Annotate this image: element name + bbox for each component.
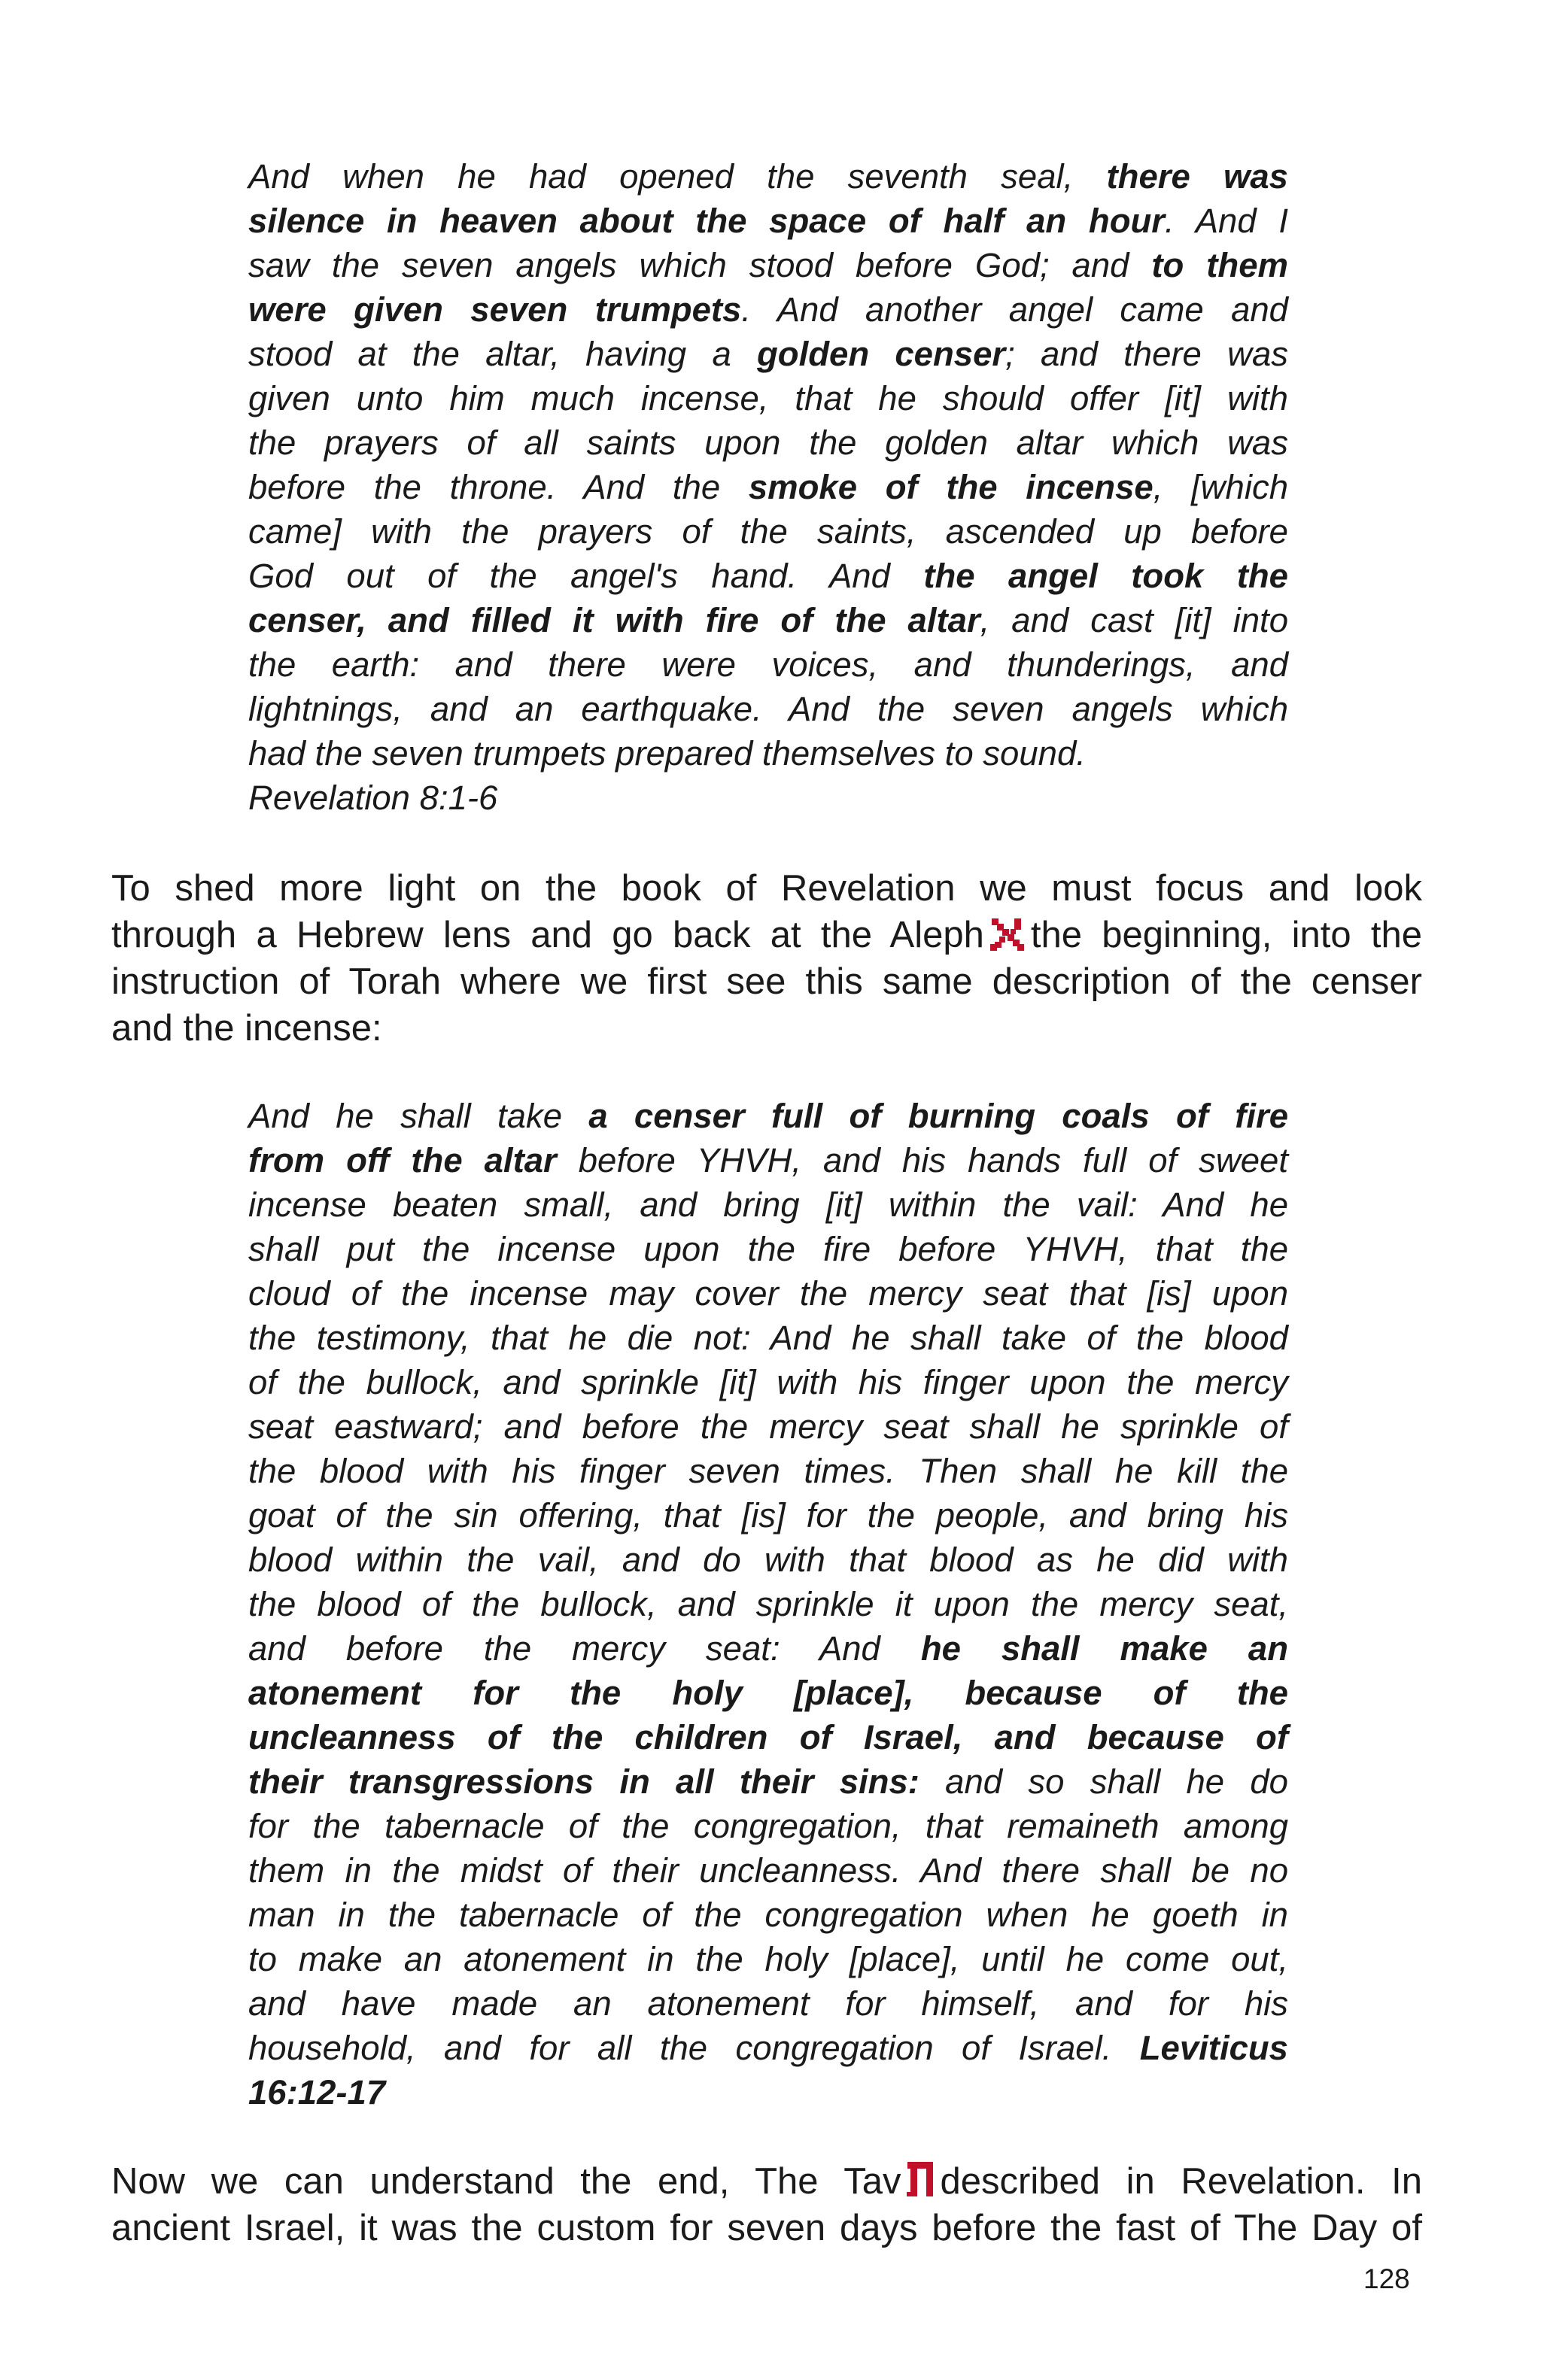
quote-text: the prayers of all saints upon the golden altar which was — [248, 423, 1288, 462]
paragraph-text: Now we can understand the end, The Tav — [111, 2161, 901, 2202]
quote-bold-text: Leviticus — [1139, 2029, 1288, 2067]
quote-bold-text: there was — [1106, 157, 1288, 196]
quote-bold-text: he shall make an — [920, 1629, 1288, 1668]
quote-text: them in the midst of their uncleanness. And there shall be no — [248, 1851, 1288, 1890]
quote-text: . And another angel came and — [741, 290, 1288, 329]
paragraph-line: ancient Israel, it was the custom for seven days before the fast of The Day of — [111, 2208, 1422, 2248]
quote-line — [248, 1848, 1288, 1893]
quote-text: given unto him much incense, that he should offer [it] with — [248, 379, 1288, 417]
quote-line — [248, 687, 1288, 731]
quote-line — [248, 420, 1288, 465]
quote-bold-text: smoke of the incense — [748, 468, 1153, 506]
quote-line — [248, 332, 1288, 376]
quote-text: ; and there was — [1005, 335, 1289, 373]
quote-text: God out of the angel's hand. And — [248, 557, 924, 595]
quote-bold-text: golden censer — [757, 335, 1006, 373]
quote-line — [248, 1360, 1288, 1404]
quote-text: before the throne. And the — [248, 468, 749, 506]
quote-bold-text: atonement for the holy [place], because of the — [248, 1674, 1288, 1712]
quote-line — [248, 1449, 1288, 1493]
paragraph-line — [111, 912, 1422, 958]
quote-bold-text: to them — [1151, 246, 1288, 284]
quote-text: stood at the altar, having a — [248, 335, 757, 373]
quote-bold-text: from off the altar — [248, 1141, 557, 1179]
quote-text: the blood of the bullock, and sprinkle it upon the mercy seat, — [248, 1585, 1288, 1623]
quote-line — [248, 1404, 1288, 1449]
quote-text: And he shall take — [248, 1097, 589, 1135]
quote-text: came] with the prayers of the saints, ascended up before — [248, 512, 1288, 551]
quote-text: goat of the sin offering, that [is] for the people, and bring his — [248, 1496, 1288, 1535]
quote-text: man in the tabernacle of the congregation when he goeth in — [248, 1896, 1288, 1934]
quote-text: household, and for all the congregation of Israel. — [248, 2029, 1140, 2067]
quote-line — [248, 1316, 1288, 1360]
paragraph-text: the beginning, into the — [1030, 915, 1422, 955]
quote-line — [248, 1937, 1288, 1981]
paragraph-line — [111, 2158, 1422, 2205]
revelation-quote-block — [248, 154, 1288, 820]
quote-line — [248, 1893, 1288, 1937]
tav-paragraph — [111, 2158, 1422, 2251]
paragraph-text: through a Hebrew lens and go back at the Aleph — [111, 915, 984, 955]
quote-line — [248, 1271, 1288, 1316]
quote-text: the earth: and there were voices, and thunderings, and — [248, 645, 1288, 684]
quote-line — [248, 2070, 1288, 2114]
quote-text: incense beaten small, and bring [it] within the vail: And he — [248, 1185, 1288, 1224]
quote-line — [248, 1981, 1288, 2026]
aleph-icon — [989, 916, 1026, 963]
quote-bold-text: uncleanness of the children of Israel, and because of — [248, 1718, 1288, 1756]
quote-line — [248, 1493, 1288, 1538]
quote-text: lightnings, and an earthquake. And the seven angels which — [248, 690, 1288, 728]
quote-line — [248, 465, 1288, 509]
quote-line — [248, 1094, 1288, 1138]
quote-text: to make an atonement in the holy [place], until he come out, — [248, 1940, 1288, 1978]
quote-line — [248, 598, 1288, 642]
quote-line — [248, 731, 1288, 776]
quote-text: cloud of the incense may cover the mercy seat that [is] upon — [248, 1274, 1288, 1313]
quote-line — [248, 509, 1288, 554]
quote-line — [248, 1804, 1288, 1848]
quote-text: for the tabernacle of the congregation, that remaineth among — [248, 1807, 1288, 1845]
quote-line — [248, 776, 1288, 820]
quote-bold-text: silence in heaven about the space of half an hour — [248, 202, 1166, 240]
quote-line — [248, 1227, 1288, 1271]
quote-text: and so shall he do — [919, 1762, 1288, 1801]
quote-bold-text: a censer full of burning coals of fire — [588, 1097, 1288, 1135]
quote-line — [248, 2026, 1288, 2070]
quote-line — [248, 154, 1288, 199]
quote-text: before YHVH, and his hands full of sweet — [556, 1141, 1288, 1179]
quote-line — [248, 642, 1288, 687]
leviticus-quote-block — [248, 1094, 1288, 2114]
quote-text: saw the seven angels which stood before God; and — [248, 246, 1152, 284]
quote-text: . And I — [1165, 202, 1288, 240]
quote-bold-text: censer, and filled it with fire of the altar — [248, 601, 980, 639]
quote-line — [248, 243, 1288, 287]
quote-line — [248, 1582, 1288, 1626]
quote-text: seat eastward; and before the mercy seat shall he sprinkle of — [248, 1407, 1288, 1446]
quote-line — [248, 1138, 1288, 1182]
quote-text: the blood with his finger seven times. Then shall he kill the — [248, 1452, 1288, 1490]
aleph-paragraph — [111, 865, 1422, 1052]
quote-bold-text: the angel took the — [923, 557, 1288, 595]
quote-bold-text: were given seven trumpets — [248, 290, 742, 329]
quote-text: the testimony, that he die not: And he shall take of the blood — [248, 1319, 1288, 1357]
quote-text: Revelation 8:1-6 — [248, 779, 498, 817]
page-number: 128 — [1363, 2263, 1410, 2294]
paragraph-line: To shed more light on the book of Revelation we must focus and look — [111, 868, 1422, 909]
quote-bold-text: 16:12-17 — [248, 2073, 386, 2111]
quote-line — [248, 1182, 1288, 1227]
quote-line — [248, 1759, 1288, 1804]
paragraph-text: described in Revelation. In — [940, 2161, 1422, 2202]
quote-line — [248, 287, 1288, 332]
quote-text: had the seven trumpets prepared themselves to sound. — [248, 734, 1086, 773]
quote-line — [248, 1626, 1288, 1671]
quote-text: , [which — [1153, 468, 1288, 506]
paragraph-line: instruction of Torah where we first see this same description of the censer — [111, 961, 1422, 1002]
quote-text: shall put the incense upon the fire before YHVH, that the — [248, 1230, 1288, 1268]
quote-line — [248, 1538, 1288, 1582]
quote-text: , and cast [it] into — [980, 601, 1288, 639]
paragraph-line: and the incense: — [111, 1008, 382, 1049]
quote-text: of the bullock, and sprinkle [it] with his finger upon the mercy — [248, 1363, 1288, 1401]
quote-line — [248, 1671, 1288, 1715]
quote-line — [248, 376, 1288, 420]
quote-text: And when he had opened the seventh seal, — [248, 157, 1107, 196]
quote-line — [248, 554, 1288, 598]
quote-line — [248, 1715, 1288, 1759]
quote-text: and before the mercy seat: And — [248, 1629, 921, 1668]
quote-line — [248, 199, 1288, 243]
quote-text: and have made an atonement for himself, and for his — [248, 1984, 1288, 2023]
quote-bold-text: their transgressions in all their sins: — [248, 1762, 919, 1801]
tav-icon — [906, 2160, 936, 2209]
quote-text: blood within the vail, and do with that blood as he did with — [248, 1541, 1288, 1579]
